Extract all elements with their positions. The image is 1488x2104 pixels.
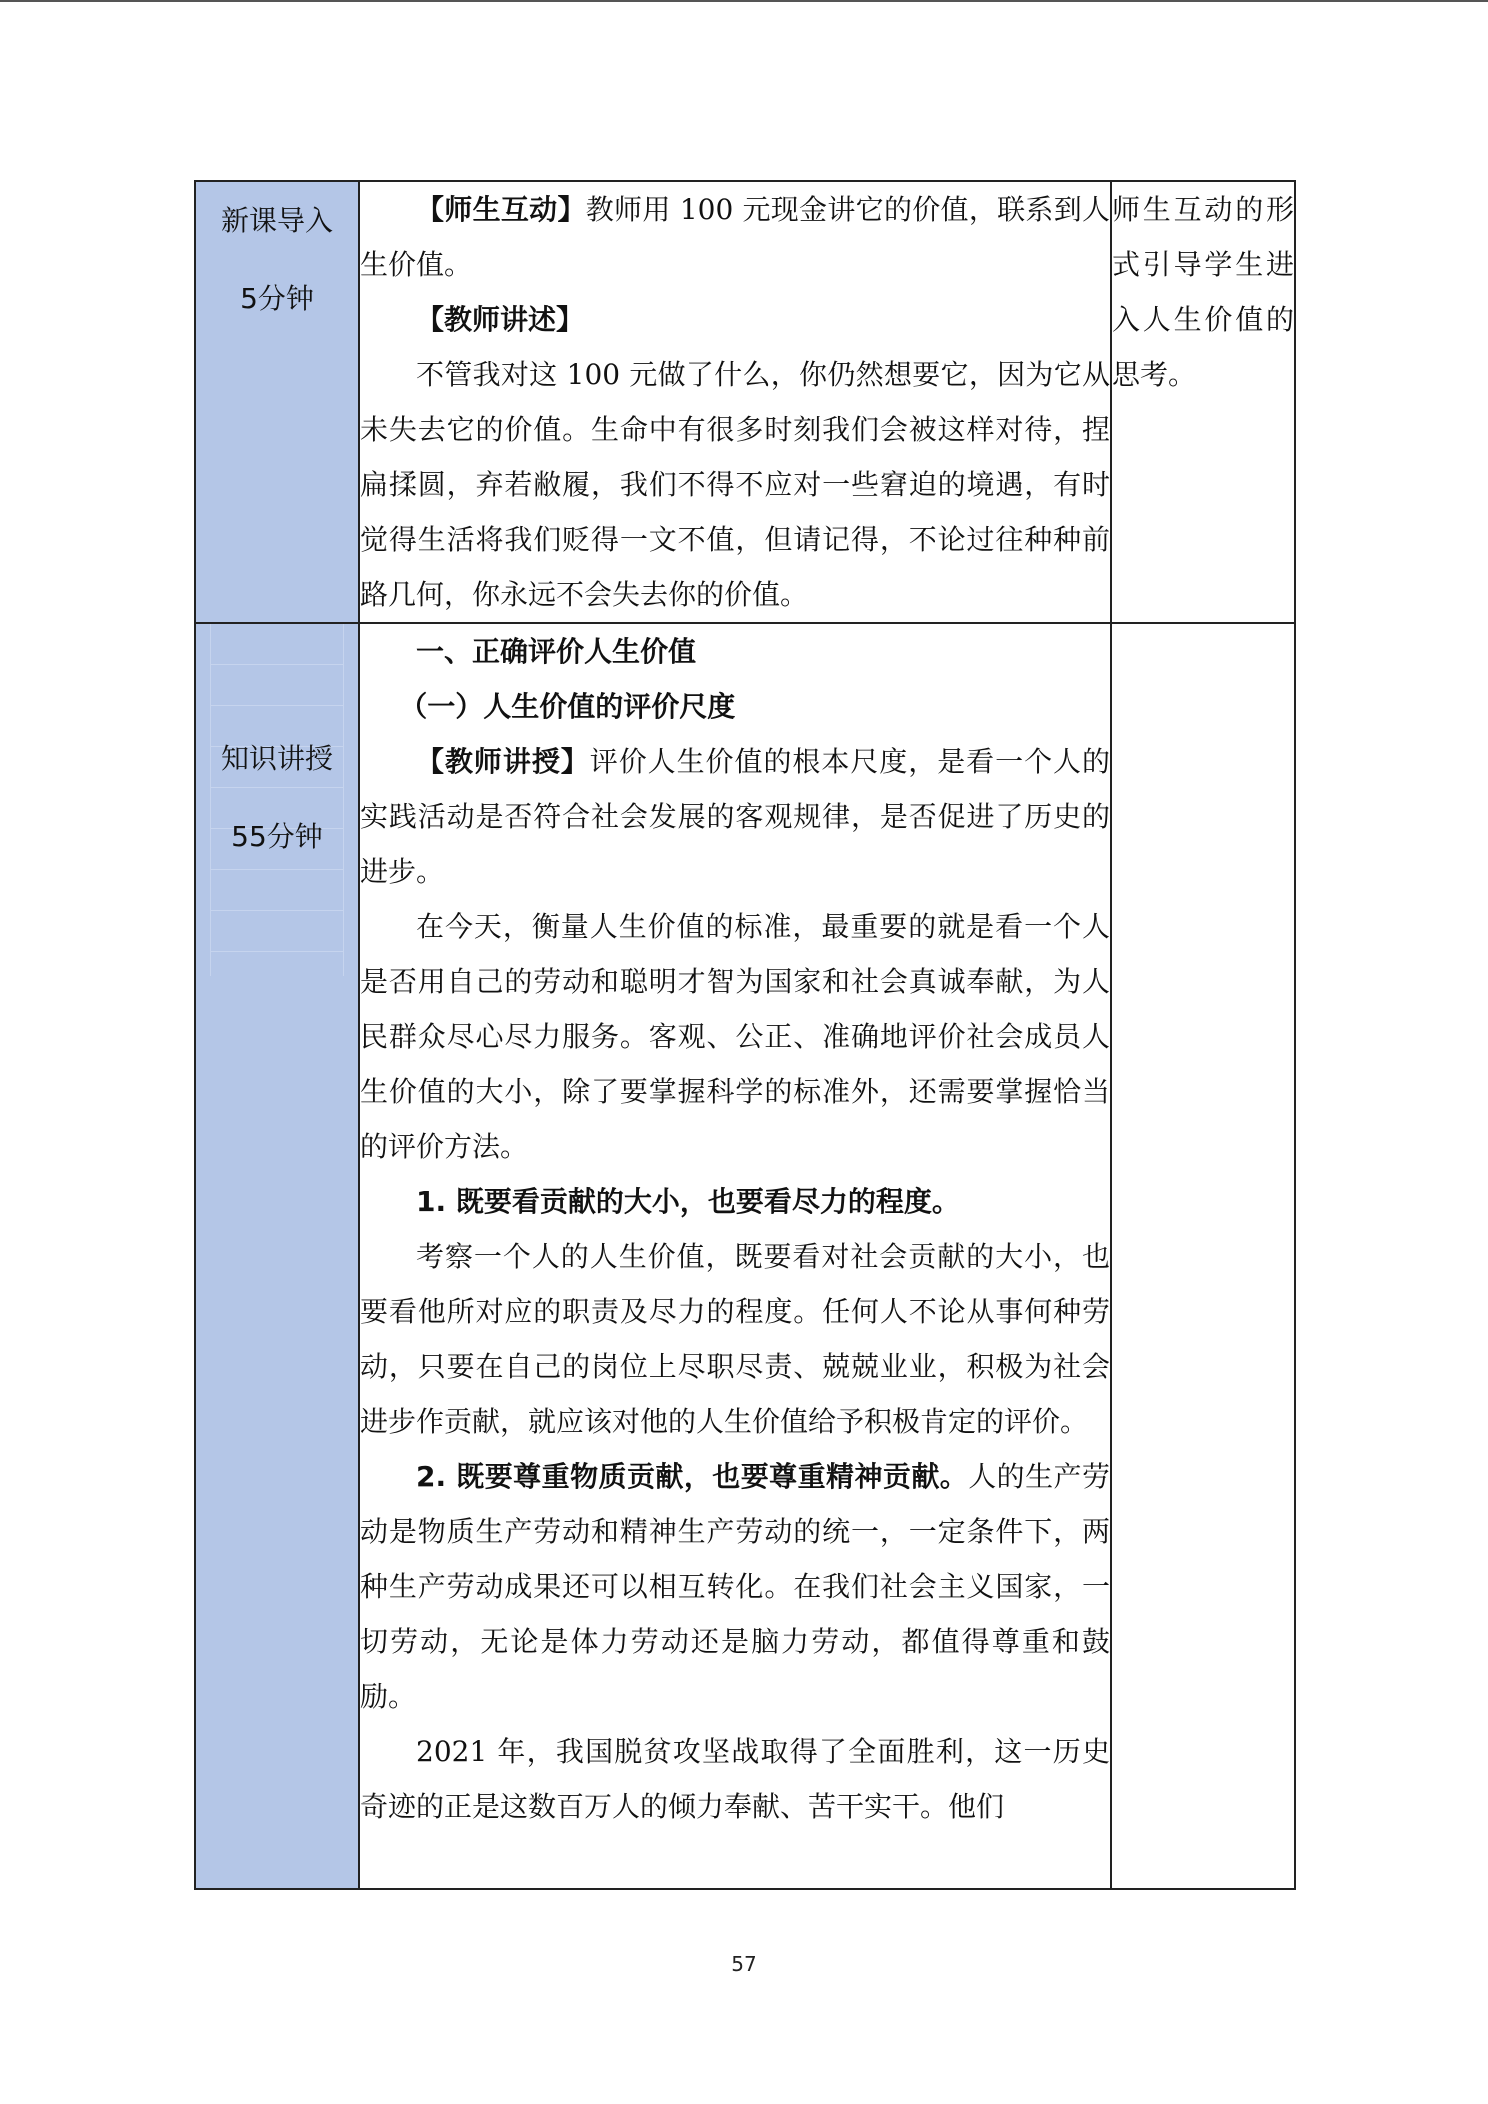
paragraph	[360, 1229, 1110, 1449]
paragraph	[360, 347, 1110, 622]
bold-lead: 【师生互动】	[416, 193, 586, 226]
paragraph	[360, 1174, 1110, 1229]
paragraph	[360, 1724, 1110, 1834]
paragraph-text: 在今天，衡量人生价值的标准，最重要的就是看一个人是否用自己的劳动和聪明才智为国家和社会真诚奉献，为人民群众尽心尽力服务。客观、公正、准确地评价社会成员人生价值的大小，除了要掌握科学的标准外，还需要掌握恰当的评价方法。	[360, 910, 1110, 1163]
stage-duration: 55分钟	[231, 820, 323, 853]
paragraph	[360, 734, 1110, 899]
paragraph-text: 2021 年，我国脱贫攻坚战取得了全面胜利，这一历史奇迹的正是这数百万人的倾力奉献、苦干实干。他们	[360, 1735, 1110, 1823]
paragraph-text: 不管我对这 100 元做了什么，你仍然想要它，因为它从未失去它的价值。生命中有很多时刻我们会被这样对待，捏扁揉圆，弃若敝履，我们不得不应对一些窘迫的境遇，有时觉得生活将我们贬得一文不值，但请记得，不论过往种种前路几何，你永远不会失去你的价值。	[360, 358, 1110, 611]
paragraph	[360, 182, 1110, 292]
stage-duration: 5分钟	[240, 282, 314, 315]
top-border-line	[0, 0, 1488, 2]
bold-lead: 【教师讲述】	[416, 303, 585, 336]
bold-lead: 【教师讲授】	[416, 745, 590, 778]
paragraph-text: 考察一个人的人生价值，既要看对社会贡献的大小，也要看他所对应的职责及尽力的程度。任何人不论从事何种劳动，只要在自己的岗位上尽职尽责、兢兢业业，积极为社会进步作贡献，就应该对他的人生价值给予积极肯定的评价。	[360, 1240, 1110, 1438]
paragraph	[360, 292, 1110, 347]
bold-lead: 1. 既要看贡献的大小，也要看尽力的程度。	[416, 1185, 960, 1218]
stage-label-cell	[195, 181, 359, 623]
table-row	[195, 181, 1295, 623]
bold-lead: 2. 既要尊重物质贡献，也要尊重精神贡献。	[416, 1460, 969, 1493]
page-number: 57	[731, 1952, 757, 1976]
design-note-text: 师生互动的形式引导学生进入人生价值的思考。	[1112, 193, 1294, 391]
stage-title: 知识讲授	[220, 742, 333, 775]
paragraph-text: 教师用 100 元现金讲它的价值，联系到人生价值。	[360, 193, 1110, 281]
section-heading: 一、正确评价人生价值	[416, 635, 697, 668]
stage-label-box	[210, 624, 344, 976]
lesson-plan-table	[194, 180, 1296, 1890]
stage-label-cell	[195, 623, 359, 1889]
subsection-heading: （一）人生价值的评价尺度	[399, 690, 736, 723]
stage-content-cell	[359, 181, 1111, 623]
stage-title: 新课导入	[220, 204, 333, 237]
table-row	[195, 623, 1295, 1889]
design-note-cell	[1111, 623, 1295, 1889]
paragraph	[360, 1449, 1110, 1724]
paragraph-text: 评价人生价值的根本尺度，是看一个人的实践活动是否符合社会发展的客观规律，是否促进了历史的进步。	[360, 745, 1110, 888]
stage-label-box	[210, 182, 344, 338]
stage-content-cell	[359, 623, 1111, 1889]
paragraph-text: 人的生产劳动是物质生产劳动和精神生产劳动的统一，一定条件下，两种生产劳动成果还可以相互转化。在我们社会主义国家，一切劳动，无论是体力劳动还是脑力劳动，都值得尊重和鼓励。	[360, 1460, 1110, 1713]
paragraph	[360, 899, 1110, 1174]
design-note-cell	[1111, 181, 1295, 623]
